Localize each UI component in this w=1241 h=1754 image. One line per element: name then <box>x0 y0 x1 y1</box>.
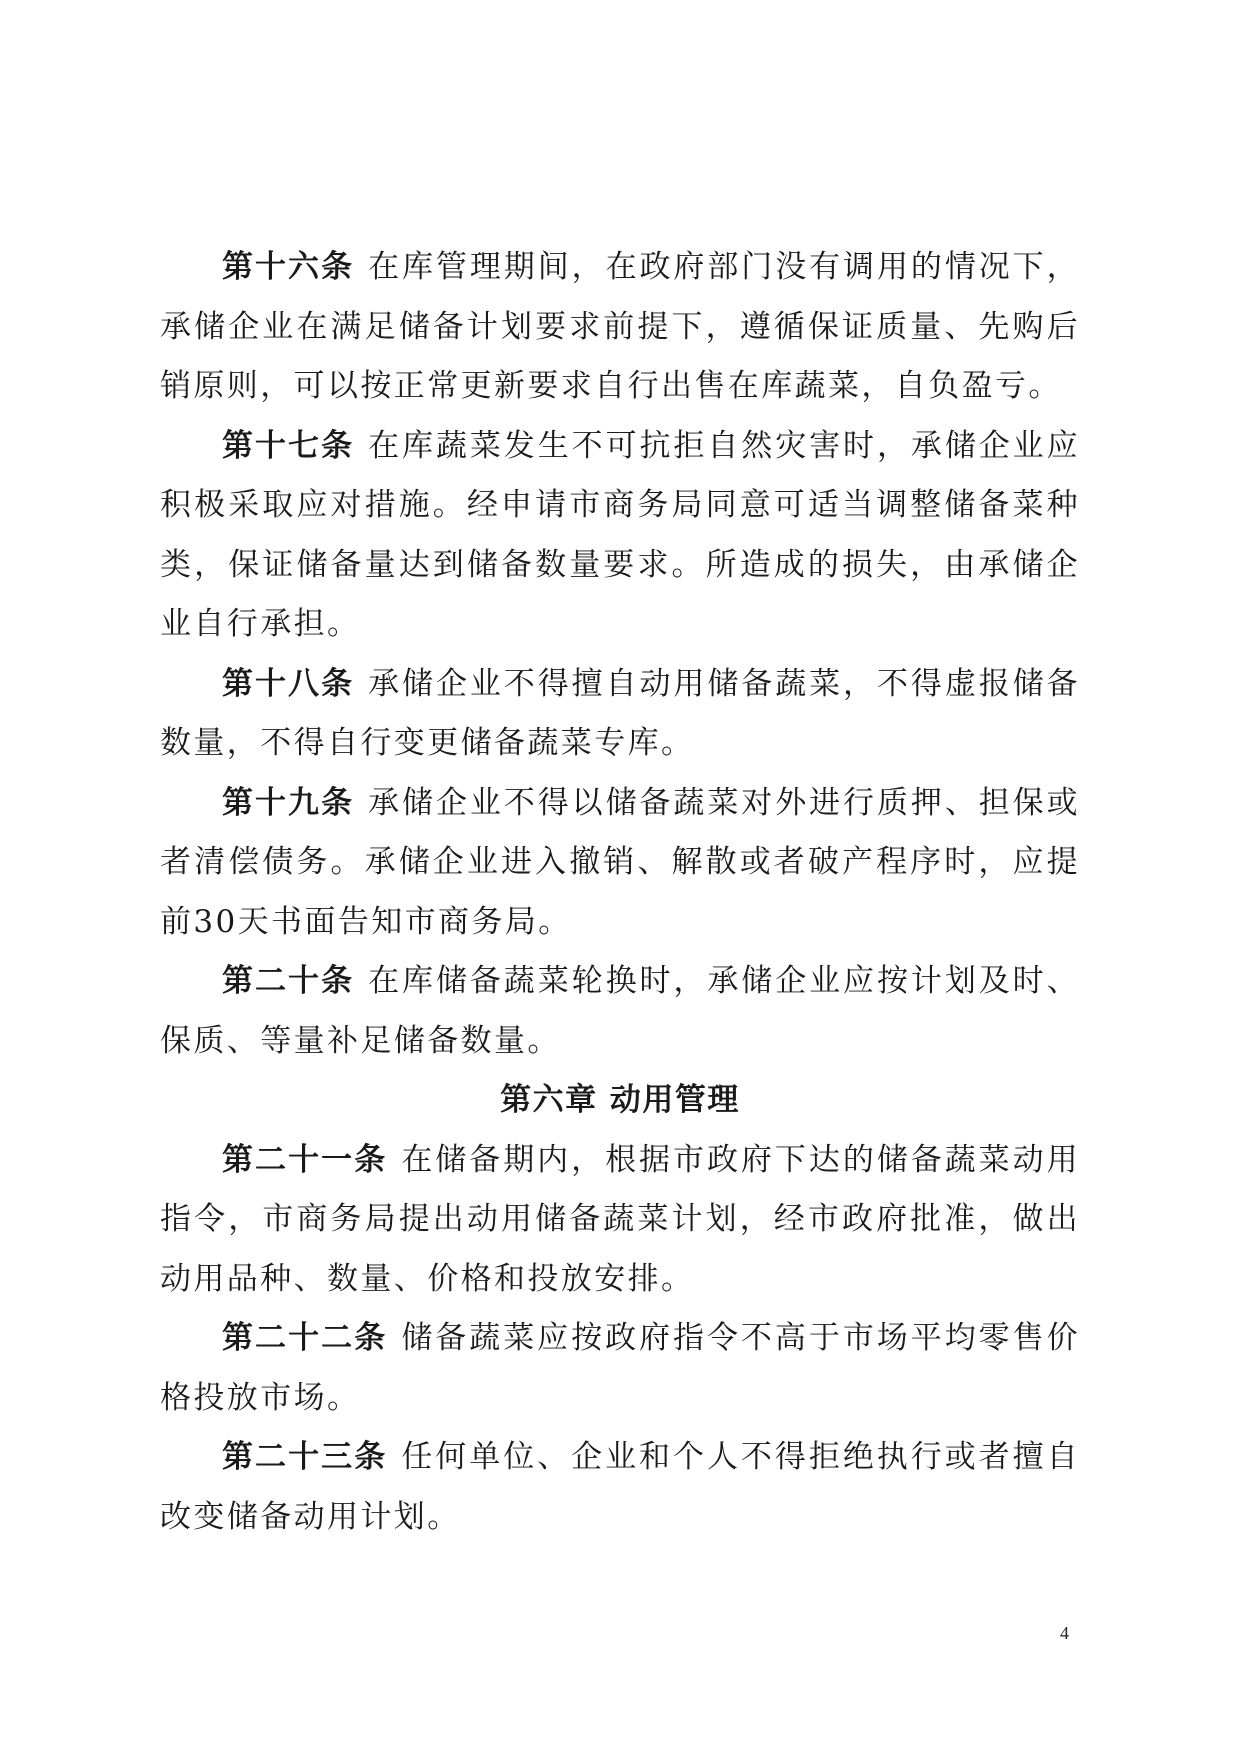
article-number: 第十六条 <box>222 249 355 285</box>
article-text: 承储企业不得擅自动用储备蔬菜，不得虚报储备数量，不得自行变更储备蔬菜专库。 <box>160 665 1081 761</box>
article-text: 承储企业不得以储备蔬菜对外进行质押、担保或者清偿债务。承储企业进入撤销、解散或者破产程序时，应提前30天书面告知市商务局。 <box>160 784 1081 940</box>
article-text: 在储备期内，根据市政府下达的储备蔬菜动用指令，市商务局提出动用储备蔬菜计划，经市政府批准，做出动用品种、数量、价格和投放安排。 <box>160 1141 1080 1297</box>
article-18 <box>160 655 1080 774</box>
article-text: 任何单位、企业和个人不得拒绝执行或者擅自改变储备动用计划。 <box>160 1439 1080 1535</box>
article-21 <box>160 1131 1080 1310</box>
article-19 <box>160 774 1080 953</box>
chapter-heading: 第六章 动用管理 <box>500 1082 740 1118</box>
article-text: 在库管理期间，在政府部门没有调用的情况下，承储企业在满足储备计划要求前提下，遵循保证质量、先购后销原则，可以按正常更新要求自行出售在库蔬菜，自负盈亏。 <box>160 249 1081 404</box>
article-number: 第二十二条 <box>222 1320 388 1356</box>
article-22 <box>160 1309 1080 1428</box>
article-number: 第二十条 <box>222 963 355 999</box>
document-body <box>160 238 1080 1547</box>
article-text: 在库储备蔬菜轮换时，承储企业应按计划及时、保质、等量补足储备数量。 <box>160 963 1081 1059</box>
article-number: 第二十一条 <box>222 1141 388 1178</box>
article-number: 第十九条 <box>222 784 355 821</box>
article-number: 第十八条 <box>222 665 355 702</box>
article-text: 在库蔬菜发生不可抗拒自然灾害时，承储企业应积极采取应对措施。经申请市商务局同意可适当调整储备菜种类，保证储备量达到储备数量要求。所造成的损失，由承储企业自行承担。 <box>160 427 1081 642</box>
article-17 <box>160 417 1080 655</box>
article-number: 第十七条 <box>222 427 355 464</box>
page-number: 4 <box>1060 1623 1069 1643</box>
article-number: 第二十三条 <box>222 1439 388 1475</box>
article-23 <box>160 1428 1080 1547</box>
article-text: 储备蔬菜应按政府指令不高于市场平均零售价格投放市场。 <box>160 1320 1080 1416</box>
article-16 <box>160 238 1080 417</box>
article-20 <box>160 952 1080 1071</box>
